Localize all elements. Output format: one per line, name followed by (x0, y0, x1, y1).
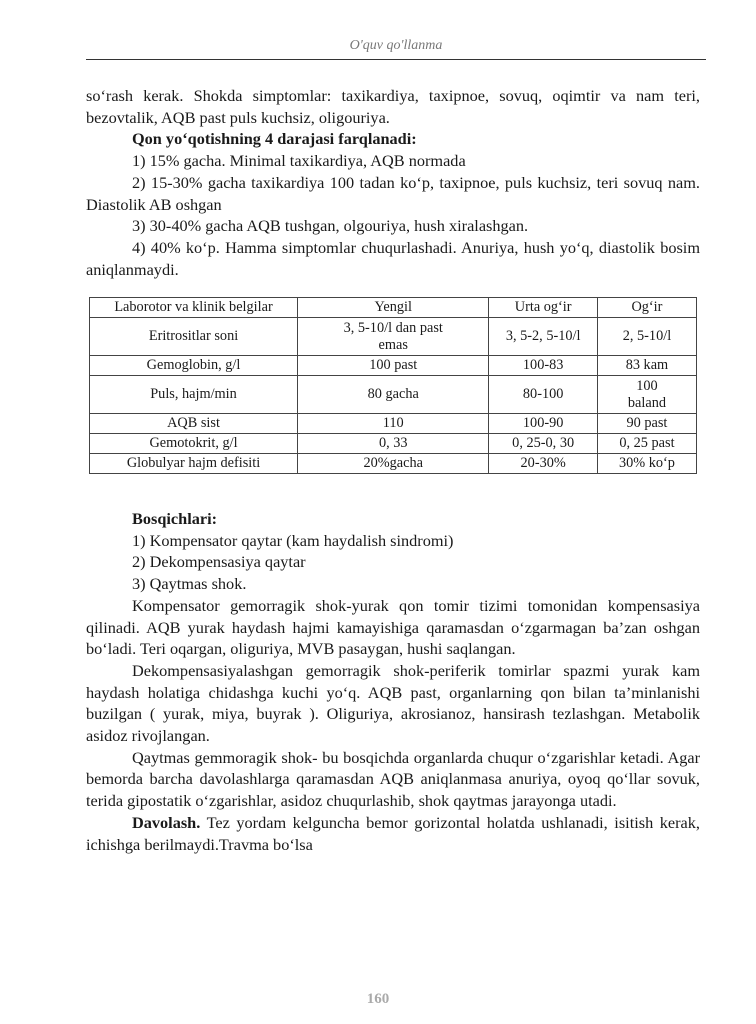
table-cell: 90 past (597, 414, 696, 434)
top-text (86, 85, 700, 280)
degree-item: 4) 40% ko‘p. Hamma simptomlar chuqurlashadi. Anuriya, hush yo‘q, diastolik bosim aniqlanmaydi. (86, 237, 700, 279)
table-cell: 100-90 (489, 414, 597, 434)
table-cell: 100 past (298, 356, 489, 376)
treatment-text: Tez yordam kelguncha bemor gorizontal holatda ushlanadi, isitish kerak, ichishga berilmaydi.Travma bo‘lsa (86, 812, 700, 854)
degrees-heading (86, 128, 700, 150)
table-cell: AQB sist (90, 414, 298, 434)
table-cell: 0, 25-0, 30 (489, 434, 597, 454)
table-cell: 2, 5-10/l (597, 318, 696, 356)
table-row (90, 356, 697, 376)
table-row (90, 318, 697, 356)
paragraph: Dekompensasiyalashgan gemorragik shok-periferik tomirlar spazmi yurak kam haydash holatiga chidashga kuchi yo‘q. AQB past, organlarning qon bilan ta’minlanishi buzilgan ( yurak, miya, buyrak ). Oliguriya, akrosianoz, hansirash tezlashgan. Metabolik asidoz rivojlangan. (86, 660, 700, 746)
table-cell: Gemotokrit, g/l (90, 434, 298, 454)
table-header: Yengil (298, 298, 489, 318)
stage-item: 1) Kompensator qaytar (kam haydalish sindromi) (132, 530, 454, 550)
table-header: Laborotor va klinik belgilar (90, 298, 298, 318)
table-header-row (90, 298, 697, 318)
degree-item: 2) 15-30% gacha taxikardiya 100 tadan ko‘p, taxipnoe, puls kuchsiz, teri sovuq nam. Diastolik AB oshgan (86, 172, 700, 214)
table-cell: 3, 5-2, 5-10/l (489, 318, 597, 356)
page-number: 160 (366, 991, 390, 1007)
table-header: Og‘ir (597, 298, 696, 318)
paragraph: Kompensator gemorragik shok-yurak qon tomir tizimi tomonidan kompensasiya qilinadi. AQB yurak haydash hajmi kamayishiga qaramasdan o‘zgarmagan ba’zan oshgan bo‘ladi. Teri oqargan, oliguriya, MVB pasaygan, hushi saqlangan. (86, 595, 700, 659)
table-row (90, 414, 697, 434)
blood-loss-table (89, 297, 697, 474)
paragraph: so‘rash kerak. Shokda simptomlar: taxikardiya, taxipnoe, sovuq, oqimtir va nam teri, bezovtalik, AQB past puls kuchsiz, oligouriya. (86, 86, 700, 127)
table-header: Urta og‘ir (489, 298, 597, 318)
table-cell: 20%gacha (298, 454, 489, 474)
table-cell: Puls, hajm/min (90, 376, 298, 414)
table-cell: 3, 5-10/l dan past emas (298, 318, 489, 356)
table-cell: 0, 33 (298, 434, 489, 454)
table-row (90, 454, 697, 474)
stage-item: 2) Dekompensasiya qaytar (132, 552, 306, 572)
running-header: O'quv qo'llanma (349, 38, 443, 53)
table-cell: 20-30% (489, 454, 597, 474)
table-cell: 110 (298, 414, 489, 434)
heading-text: Qon yo‘qotishning 4 darajasi farqlanadi: (132, 129, 417, 149)
heading-text: Bosqichlari: (132, 509, 218, 528)
table-cell: Eritrositlar soni (90, 318, 298, 356)
treatment-label: Davolash. (132, 812, 201, 832)
table-cell: Globulyar hajm defisiti (90, 454, 298, 474)
table-cell: 0, 25 past (597, 434, 696, 454)
table-cell: 100 baland (597, 376, 696, 414)
table-cell: 30% ko‘p (597, 454, 696, 474)
table-cell: 83 kam (597, 356, 696, 376)
bottom-text (86, 508, 700, 855)
degree-item: 1) 15% gacha. Minimal taxikardiya, AQB normada (132, 151, 466, 171)
table-row (90, 376, 697, 414)
table-cell: 80-100 (489, 376, 597, 414)
degree-item: 3) 30-40% gacha AQB tushgan, olgouriya, hush xiralashgan. (132, 216, 529, 236)
paragraph: Qaytmas gemmoragik shok- bu bosqichda organlarda chuqur o‘zgarishlar ketadi. Agar bemorda barcha davolashlarga qaramasdan AQB aniqlanmasa anuriya, oyoq qo‘llar sovuk, terida gipostatik o‘zgarishlar, asidoz chuqurlashib, shok qaytmas jarayonga utadi. (86, 747, 700, 811)
table-cell: Gemoglobin, g/l (90, 356, 298, 376)
table-cell: 80 gacha (298, 376, 489, 414)
stages-heading (86, 508, 700, 530)
stage-item: 3) Qaytmas shok. (132, 574, 247, 594)
header-rule (86, 59, 706, 60)
treatment-paragraph (86, 812, 700, 855)
table-cell: 100-83 (489, 356, 597, 376)
table-row (90, 434, 697, 454)
